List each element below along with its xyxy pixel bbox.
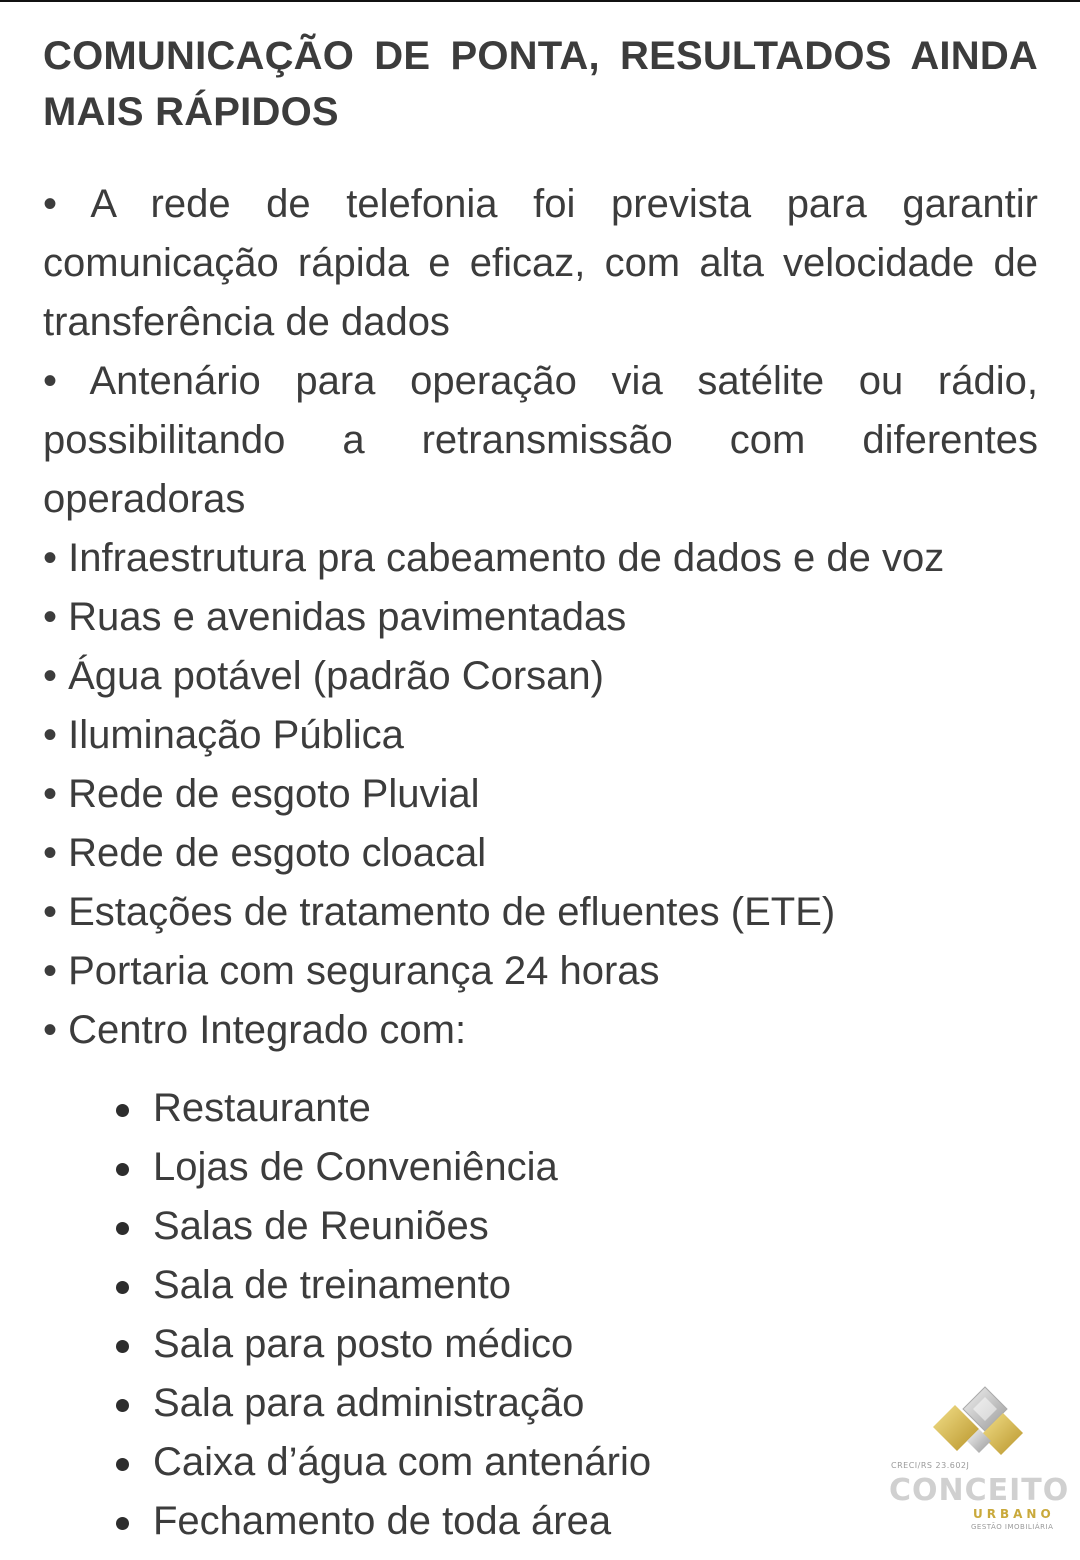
sublist-item: [43, 1138, 1038, 1197]
sublist-item-label: Sala para posto médico: [153, 1322, 574, 1366]
top-border: [0, 0, 1080, 2]
logo-subname: URBANO: [973, 1507, 1055, 1521]
bullet-icon: [116, 1281, 129, 1294]
bullet-icon: [116, 1222, 129, 1235]
sublist-item: [43, 1315, 1038, 1374]
list-item: • Rede de esgoto cloacal: [43, 831, 487, 875]
logo-name: CONCEITO: [889, 1473, 1070, 1508]
sublist-item: [43, 1256, 1038, 1315]
bullet-icon: [116, 1517, 129, 1530]
conceito-urbano-logo: [887, 1385, 1070, 1535]
sublist-item-label: Salas de Reuniões: [153, 1204, 489, 1248]
bullet-icon: [116, 1163, 129, 1176]
sublist-item-label: Fechamento de toda área: [153, 1499, 612, 1543]
list-item: • Portaria com segurança 24 horas: [43, 949, 660, 993]
bullet-icon: [116, 1340, 129, 1353]
list-item: • Estações de tratamento de efluentes (ETE): [43, 890, 836, 934]
sublist-item-label: Sala de treinamento: [153, 1263, 512, 1307]
sublist-item-label: Lojas de Conveniência: [153, 1145, 558, 1189]
bullet-icon: [116, 1458, 129, 1471]
page-title: COMUNICAÇÃO DE PONTA, RESULTADOS AINDA MAIS RÁPIDOS: [43, 34, 1038, 134]
sublist-item: [43, 1197, 1038, 1256]
sublist-item-label: Restaurante: [153, 1086, 371, 1130]
list-item: • Iluminação Pública: [43, 713, 404, 757]
bullet-icon: [116, 1104, 129, 1117]
logo-creci: CRECI/RS 23.602J: [891, 1461, 970, 1470]
diamond-logo-icon: [887, 1385, 1063, 1465]
paragraph-telephony: • A rede de telefonia foi prevista para garantir comunicação rápida e eficaz, com alta velocidade de transferência de dados: [43, 182, 1038, 344]
list-item: • Infraestrutura pra cabeamento de dados e de voz: [43, 536, 945, 580]
bullet-icon: [116, 1399, 129, 1412]
paragraph-antenna: • Antenário para operação via satélite ou rádio, possibilitando a retransmissão com diferentes operadoras: [43, 359, 1038, 521]
list-item: • Ruas e avenidas pavimentadas: [43, 595, 627, 639]
logo-tagline: GESTÃO IMOBILIÁRIA: [971, 1523, 1054, 1531]
sublist-item-label: Caixa d’água com antenário: [153, 1440, 652, 1484]
list-item: • Rede de esgoto Pluvial: [43, 772, 480, 816]
sublist-item-label: Sala para administração: [153, 1381, 585, 1425]
sublist-item: [43, 1079, 1038, 1138]
document-content: [43, 28, 1038, 1551]
list-item: • Água potável (padrão Corsan): [43, 654, 604, 698]
list-item: • Centro Integrado com:: [43, 1008, 467, 1052]
